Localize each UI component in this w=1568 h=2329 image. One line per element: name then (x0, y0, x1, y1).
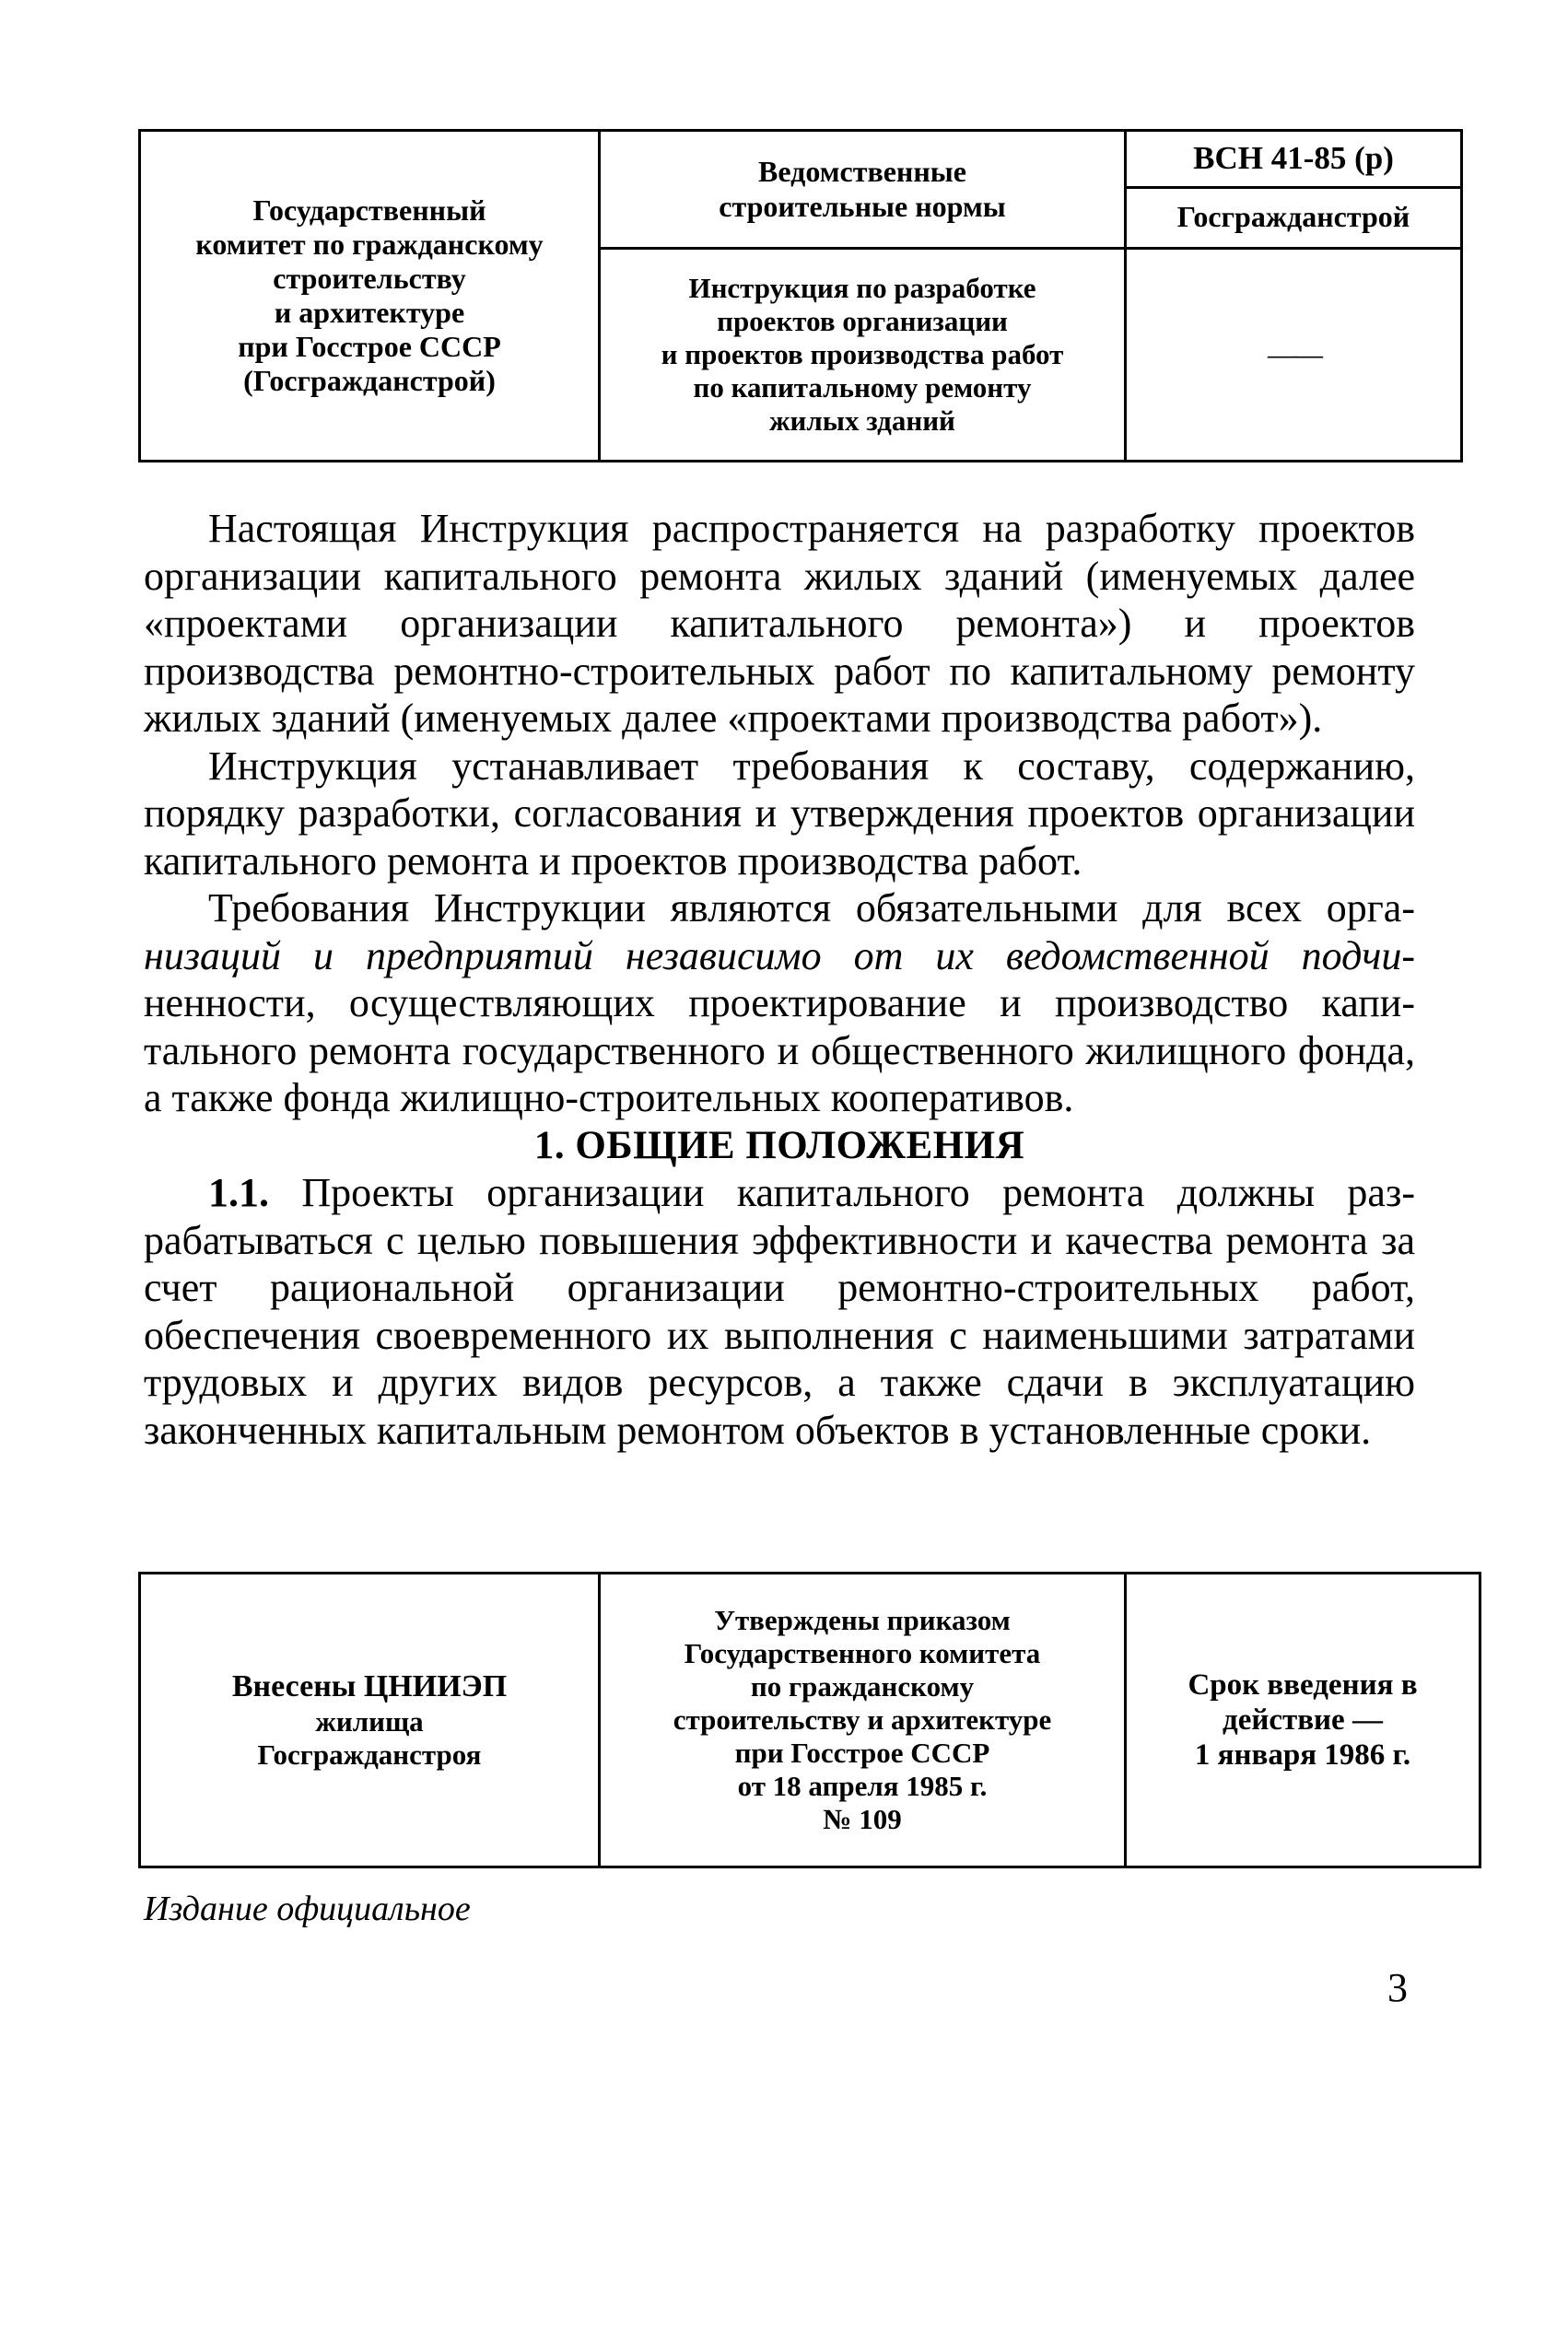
replaces-dash: —— (1268, 337, 1319, 371)
approved-line: № 109 (823, 1802, 902, 1835)
submitted-line: жилища (315, 1704, 424, 1738)
instruction-title-cell (600, 249, 1126, 462)
effective-line: Срок введения в (1188, 1668, 1418, 1702)
approved-line: Утверждены приказом (714, 1604, 1011, 1637)
document-code: ВСН 41-85 (р) (1127, 133, 1460, 189)
approved-line: по гражданскому (750, 1670, 975, 1703)
paragraph-obligation (144, 884, 1415, 1122)
committee-line: и архитектуре (274, 296, 465, 329)
effective-line: действие — (1223, 1703, 1383, 1737)
code-cell (1126, 131, 1462, 249)
norms-cell (600, 131, 1126, 249)
approved-line: при Госстрое СССР (734, 1736, 990, 1769)
paragraph-requirements: Инструкция устанавливает требования к составу, содержанию, порядку разработки, согласования и утверждения проектов организации капитального ремонта и проектов производства работ. (144, 743, 1415, 884)
instruction-line: проектов организации (717, 305, 1008, 338)
committee-line: комитет по гражданскому (195, 227, 544, 261)
obligation-end: ненности, осуществляющих проектирование и производство капитального ремонта государственного и общественного жилищного фонда, а также фонда жилищно-строительных кооперативов. (144, 980, 1415, 1120)
submitted-line: Госгражданстроя (257, 1738, 482, 1771)
effective-date-cell (1126, 1574, 1480, 1867)
committee-line: (Госгражданстрой) (243, 364, 496, 398)
obligation-start: Требования Инструкции являются обязательными для всех орга (208, 885, 1415, 930)
section-title: 1. ОБЩИЕ ПОЛОЖЕНИЯ (533, 1123, 1025, 1167)
approved-cell (600, 1574, 1126, 1867)
clause-1-1 (144, 1169, 1415, 1454)
agency-name: Госгражданстрой (1176, 200, 1410, 234)
committee-line: Государственный (252, 193, 486, 227)
effective-line: 1 января 1986 г. (1194, 1738, 1411, 1773)
committee-line: при Госстрое СССР (238, 330, 501, 364)
approval-table (138, 1572, 1481, 1868)
instruction-line: Инструкция по разработке (688, 272, 1036, 305)
header-table (138, 129, 1463, 462)
committee-cell (140, 131, 600, 462)
obligation-italic: низаций и предприятий независимо от их ведомственной подчи (144, 932, 1415, 978)
clause-number: 1.1. (208, 1170, 269, 1215)
approved-line: от 18 апреля 1985 г. (737, 1769, 988, 1802)
page-number: 3 (1387, 1965, 1408, 2010)
edition-note: Издание официальное (144, 1890, 471, 1928)
instruction-line: по капитальному ремонту (693, 371, 1032, 404)
norms-line: строительные нормы (719, 189, 1006, 223)
instruction-line: жилых зданий (769, 404, 955, 437)
clause-text: Проекты организации капитального ремонта должны разрабатываться с целью повышения эффективности и качества ремонта за счет рациональной организации ремонтно-строительных работ, обеспечения своевременного их выполнения с наименьшими затратами трудовых и других видов ресурсов, а также сдачи в эксплуатацию законченных капитальным ремонтом объектов в установленные сроки. (144, 1170, 1415, 1453)
submitted-cell (140, 1574, 600, 1867)
submitted-line: Внесены ЦНИИЭП (231, 1669, 508, 1704)
paragraph-scope: Настоящая Инструкция распространяется на разработку проектов организации капитального ремонта жилых зданий (именуемых далее «проектами организации капитального ремонта») и проектов производства ремонтно-строительных работ по капитальному ремонту жилых зданий (именуемых далее «проектами производства работ»). (144, 506, 1415, 741)
committee-line: строительству (273, 261, 466, 295)
instruction-line: и проектов производства работ (661, 338, 1064, 371)
norms-line: Ведомственные (758, 155, 966, 189)
replaces-cell (1126, 249, 1462, 462)
body-text (144, 505, 1415, 1454)
approved-line: строительству и архитектуре (673, 1703, 1052, 1737)
approved-line: Государственного комитета (684, 1637, 1041, 1670)
